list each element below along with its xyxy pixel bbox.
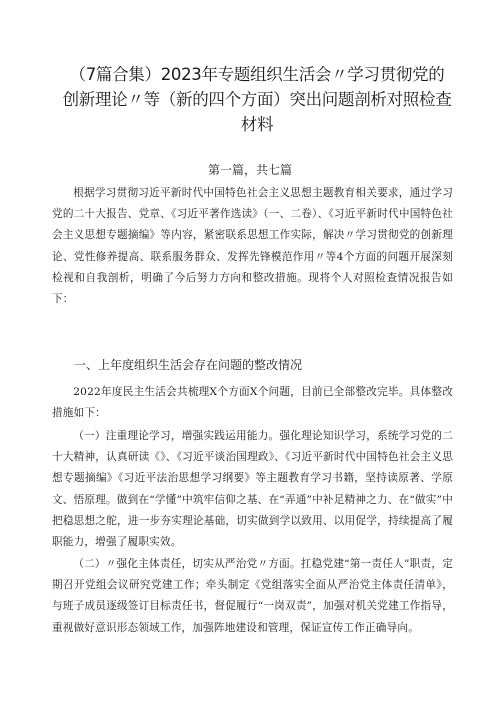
intro-paragraph: 根据学习贯彻习近平新时代中国特色社会主义思想主题教育相关要求，通过学习党的二十大报告、党章、《习近平著作选读》（一、二卷）、《习近平新时代中国特色社会主义思想专题摘编》等内容，紧密联系思想工作实际，解决〃学习贯彻党的创新理论、党性修养提高、联系服务群众、发挥先锋模范作用〃等4个方面的问题开展深刻检视和自我剖析，明确了今后努力方向和整改措施。现将个人对照检查情况报告如下： [52, 187, 453, 306]
heading-rectification: 一、上年度组织生活会存在问题的整改情况 [74, 358, 303, 372]
document-title: （7篇合集）2023年专题组织生活会〃学习贯彻党的创新理论〃等（新的四个方面）突出问题剖析对照检查材料 [62, 65, 452, 134]
stats-paragraph: 2022年度民主生活会共梳理X个方面X个问题，目前已全部整改完毕。具体整改措施如下： [52, 386, 453, 420]
item-1-paragraph: （一）注重理论学习，增强实践运用能力。强化理论知识学习，系统学习党的二十大精神，认真研读《》、《习近平谈治国理政》、《习近平新时代中国特色社会主义思想专题摘编》《习近平法治思想学习纲要》等主题教育学习书籍，坚持读原著、学原文、悟原理。做到在“学懂”中筑牢信仰之基、在“弄通”中补足精神之力、在“做实”中把稳思想之舵，进一步夯实理论基础，切实做到学以致用、以用促学，持续提高了履职能力，增强了履职实效。 [52, 430, 453, 549]
item-2-paragraph: （二）〃强化主体责任，切实从严治党〃方面。扛稳党建“第一责任人”职责，定期召开党组会议研究党建工作；牵头制定《党组落实全面从严治党主体责任清单》，与班子成员逐级签订目标责任书，督促履行“一岗双责”，加强对机关党建工作指导，重视做好意识形态领域工作，加强阵地建设和管理，保证宣传工作正确导向。 [52, 558, 453, 634]
section-title: 第一篇，共七篇 [207, 163, 292, 177]
